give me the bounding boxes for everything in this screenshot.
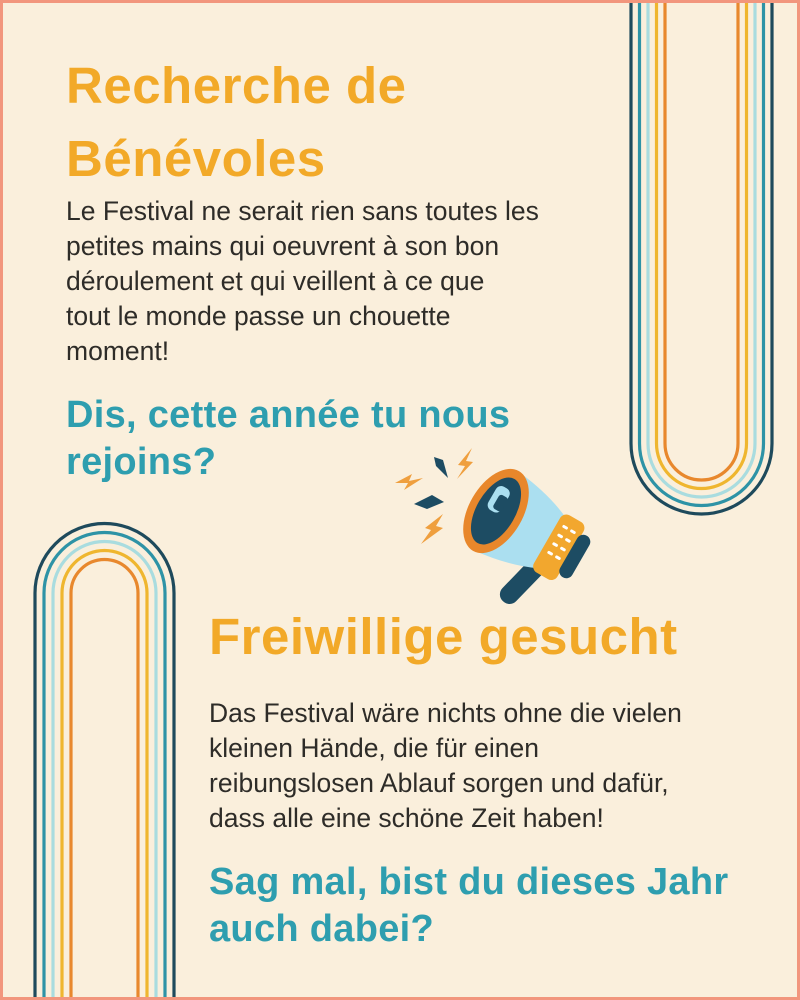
french-body-line: petites mains qui oeuvrent à son bon [66,231,500,261]
french-question-line-2: rejoins? [66,441,217,483]
french-title-line-2: Bénévoles [66,130,326,187]
french-body-line: Le Festival ne serait rien sans toutes les [66,196,539,226]
french-body-line: moment! [66,336,170,366]
french-body-line: déroulement et qui veillent à ce que [66,266,485,296]
lightning-bolt-bottom-icon [421,514,443,544]
german-question-line-2: auch dabei? [209,908,435,950]
spark-shard-middle-icon [414,495,444,509]
arch-top-right-icon [631,3,772,514]
german-question-line-1: Sag mal, bist du dieses Jahr [209,861,729,903]
german-body-line: dass alle eine schöne Zeit haben! [209,803,604,833]
lightning-bolt-left-icon [395,474,423,490]
german-body-line: kleinen Hände, die für einen [209,733,540,763]
spark-shard-top-icon [434,457,448,478]
french-title-line-1: Recherche de [66,57,407,114]
megaphone-icon [388,433,598,613]
german-question [209,859,728,953]
french-question-line-1: Dis, cette année tu nous [66,394,511,436]
megaphone-body-group [434,458,598,613]
german-title: Freiwillige gesucht [209,608,678,665]
french-title [66,49,407,195]
french-body-text [66,194,539,369]
german-body-line: Das Festival wäre nichts ohne die vielen [209,698,682,728]
french-body-line: tout le monde passe un chouette [66,301,451,331]
german-body-line: reibungslosen Ablauf sorgen und dafür, [209,768,669,798]
arch-bottom-left-icon [35,524,174,1000]
german-body-text [209,696,682,836]
lightning-bolt-top-icon [457,448,473,479]
